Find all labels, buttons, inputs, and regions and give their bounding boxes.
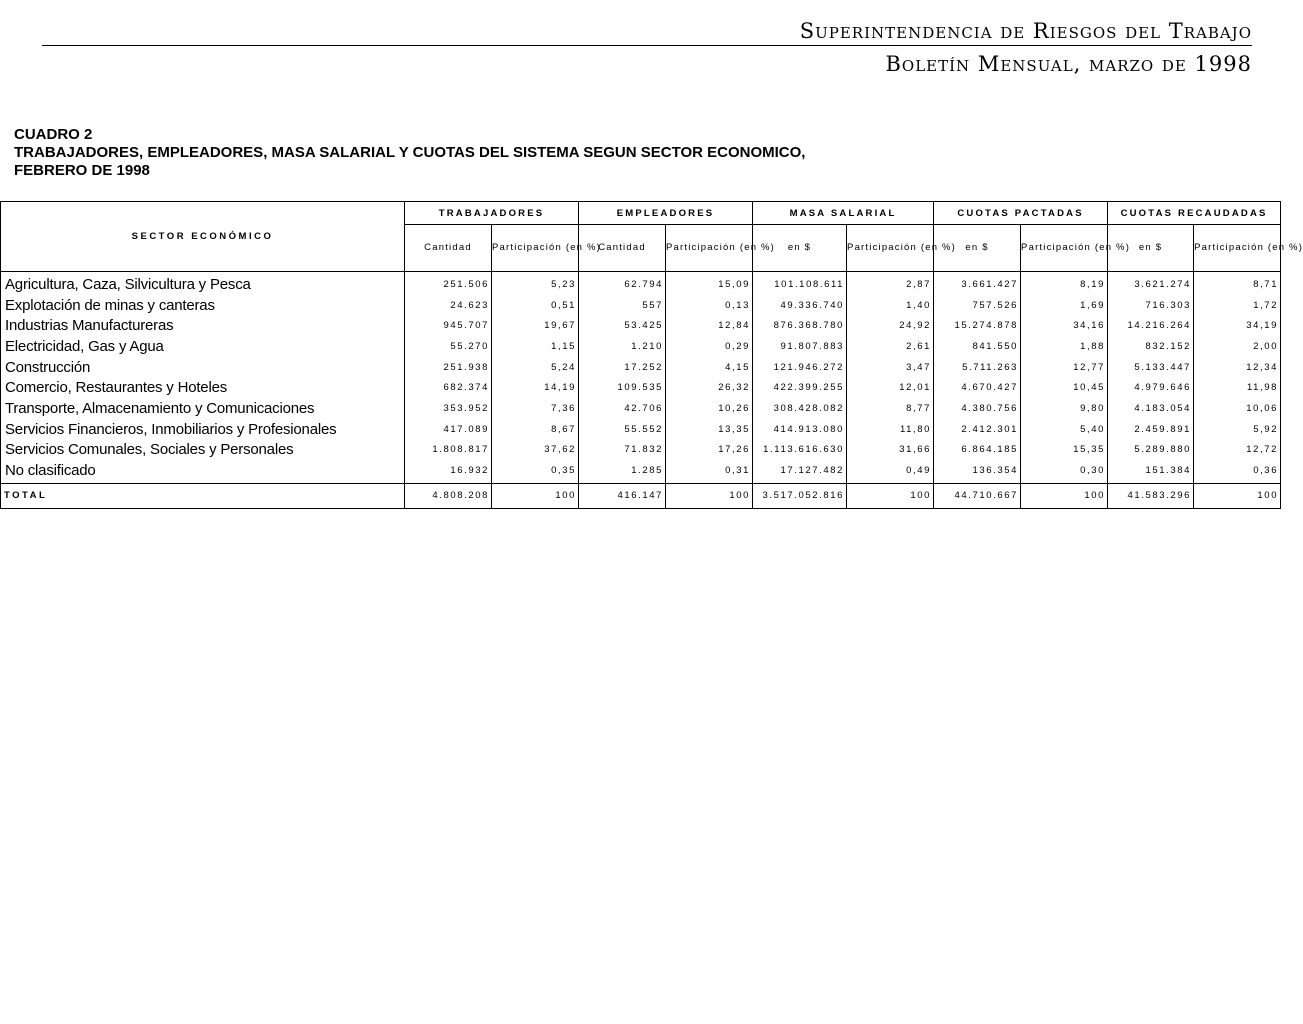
caption-line-3: FEBRERO DE 1998: [14, 162, 150, 179]
value-cell: 1,15: [492, 336, 579, 357]
value-cell: 12,77: [1021, 357, 1108, 378]
value-cell: 0,36: [1194, 460, 1281, 483]
value-cell: 14.216.264: [1108, 315, 1194, 336]
value-cell: 12,84: [666, 315, 753, 336]
value-cell: 3.621.274: [1108, 272, 1194, 295]
value-cell: 15,35: [1021, 440, 1108, 461]
value-cell: 5,24: [492, 357, 579, 378]
value-cell: 757.526: [934, 295, 1021, 316]
total-label: TOTAL: [1, 483, 405, 508]
value-cell: 42.706: [579, 398, 666, 419]
value-cell: 0,49: [847, 460, 934, 483]
value-cell: 10,26: [666, 398, 753, 419]
value-cell: 71.832: [579, 440, 666, 461]
subheader-cell: Cantidad: [405, 225, 492, 272]
value-cell: 8,67: [492, 419, 579, 440]
value-cell: 15,09: [666, 272, 753, 295]
value-cell: 17.252: [579, 357, 666, 378]
total-value-cell: 4.808.208: [405, 483, 492, 508]
table-row: [1, 295, 1281, 316]
value-cell: 0,35: [492, 460, 579, 483]
subheader-cell: Participación (en %): [492, 225, 579, 272]
table-row: [1, 357, 1281, 378]
value-cell: 14,19: [492, 377, 579, 398]
subheader-cell: Participación (en %): [666, 225, 753, 272]
value-cell: 11,98: [1194, 377, 1281, 398]
value-cell: 417.089: [405, 419, 492, 440]
value-cell: 716.303: [1108, 295, 1194, 316]
value-cell: 4.979.646: [1108, 377, 1194, 398]
value-cell: 34,16: [1021, 315, 1108, 336]
table-row: [1, 419, 1281, 440]
total-value-cell: 416.147: [579, 483, 666, 508]
sector-name: Comercio, Restaurantes y Hoteles: [1, 377, 405, 398]
table-caption: [14, 126, 805, 180]
sector-header: SECTOR ECONÓMICO: [1, 202, 405, 272]
organization-title: Superintendencia de Riesgos del Trabajo: [799, 19, 1252, 43]
value-cell: 5,40: [1021, 419, 1108, 440]
value-cell: 10,45: [1021, 377, 1108, 398]
bulletin-title: Boletín Mensual, marzo de 1998: [885, 52, 1252, 76]
value-cell: 0,13: [666, 295, 753, 316]
value-cell: 12,34: [1194, 357, 1281, 378]
value-cell: 8,19: [1021, 272, 1108, 295]
value-cell: 557: [579, 295, 666, 316]
value-cell: 12,01: [847, 377, 934, 398]
value-cell: 4,15: [666, 357, 753, 378]
caption-line-1: CUADRO 2: [14, 126, 93, 143]
value-cell: 151.384: [1108, 460, 1194, 483]
value-cell: 62.794: [579, 272, 666, 295]
value-cell: 26,32: [666, 377, 753, 398]
sector-name: Servicios Comunales, Sociales y Personales: [1, 440, 405, 461]
value-cell: 353.952: [405, 398, 492, 419]
value-cell: 11,80: [847, 419, 934, 440]
value-cell: 308.428.082: [753, 398, 847, 419]
total-value-cell: 44.710.667: [934, 483, 1021, 508]
value-cell: 1,40: [847, 295, 934, 316]
value-cell: 101.108.611: [753, 272, 847, 295]
value-cell: 1.210: [579, 336, 666, 357]
subheader-cell: en $: [753, 225, 847, 272]
sector-name: No clasificado: [1, 460, 405, 483]
value-cell: 0,51: [492, 295, 579, 316]
value-cell: 1.285: [579, 460, 666, 483]
sector-name: Agricultura, Caza, Silvicultura y Pesca: [1, 272, 405, 295]
value-cell: 876.368.780: [753, 315, 847, 336]
value-cell: 945.707: [405, 315, 492, 336]
sector-name: Electricidad, Gas y Agua: [1, 336, 405, 357]
total-value-cell: 100: [492, 483, 579, 508]
value-cell: 841.550: [934, 336, 1021, 357]
value-cell: 682.374: [405, 377, 492, 398]
total-value-cell: 100: [847, 483, 934, 508]
value-cell: 1,69: [1021, 295, 1108, 316]
subheader-cell: en $: [1108, 225, 1194, 272]
value-cell: 2,87: [847, 272, 934, 295]
value-cell: 24,92: [847, 315, 934, 336]
value-cell: 15.274.878: [934, 315, 1021, 336]
caption-line-2: TRABAJADORES, EMPLEADORES, MASA SALARIAL Y CUOTAS DEL SISTEMA SEGUN SECTOR ECONOMICO,: [14, 144, 806, 161]
sector-name: Explotación de minas y canteras: [1, 295, 405, 316]
value-cell: 8,77: [847, 398, 934, 419]
value-cell: 16.932: [405, 460, 492, 483]
total-value-cell: 41.583.296: [1108, 483, 1194, 508]
table-row: [1, 460, 1281, 483]
value-cell: 55.552: [579, 419, 666, 440]
value-cell: 5,23: [492, 272, 579, 295]
subheader-cell: Participación (en %): [1194, 225, 1281, 272]
sector-name: Transporte, Almacenamiento y Comunicaciones: [1, 398, 405, 419]
value-cell: 5.133.447: [1108, 357, 1194, 378]
value-cell: 2.412.301: [934, 419, 1021, 440]
value-cell: 1,72: [1194, 295, 1281, 316]
table-row: [1, 377, 1281, 398]
data-table: [0, 201, 1303, 509]
value-cell: 1.808.817: [405, 440, 492, 461]
value-cell: 8,71: [1194, 272, 1281, 295]
value-cell: 31,66: [847, 440, 934, 461]
sector-name: Industrias Manufactureras: [1, 315, 405, 336]
subheader-cell: Participación (en %): [847, 225, 934, 272]
sector-name: Construcción: [1, 357, 405, 378]
group-header-cuotas-recaudadas: CUOTAS RECAUDADAS: [1108, 202, 1281, 225]
group-header-empleadores: EMPLEADORES: [579, 202, 753, 225]
value-cell: 13,35: [666, 419, 753, 440]
group-header-masa-salarial: MASA SALARIAL: [753, 202, 934, 225]
value-cell: 251.506: [405, 272, 492, 295]
value-cell: 91.807.883: [753, 336, 847, 357]
table-row: [1, 336, 1281, 357]
subheader-cell: Cantidad: [579, 225, 666, 272]
total-row: [1, 483, 1281, 508]
value-cell: 422.399.255: [753, 377, 847, 398]
table-row: [1, 440, 1281, 461]
value-cell: 0,31: [666, 460, 753, 483]
value-cell: 37,62: [492, 440, 579, 461]
value-cell: 34,19: [1194, 315, 1281, 336]
value-cell: 832.152: [1108, 336, 1194, 357]
value-cell: 17.127.482: [753, 460, 847, 483]
table-row: [1, 315, 1281, 336]
value-cell: 5.711.263: [934, 357, 1021, 378]
table-row: [1, 398, 1281, 419]
subheader-cell: en $: [934, 225, 1021, 272]
value-cell: 1,88: [1021, 336, 1108, 357]
value-cell: 12,72: [1194, 440, 1281, 461]
value-cell: 136.354: [934, 460, 1021, 483]
value-cell: 251.938: [405, 357, 492, 378]
total-value-cell: 3.517.052.816: [753, 483, 847, 508]
group-header-trabajadores: TRABAJADORES: [405, 202, 579, 225]
value-cell: 53.425: [579, 315, 666, 336]
total-value-cell: 100: [666, 483, 753, 508]
value-cell: 6.864.185: [934, 440, 1021, 461]
value-cell: 4.380.756: [934, 398, 1021, 419]
value-cell: 24.623: [405, 295, 492, 316]
value-cell: 2,00: [1194, 336, 1281, 357]
total-value-cell: 100: [1194, 483, 1281, 508]
value-cell: 414.913.080: [753, 419, 847, 440]
value-cell: 2,61: [847, 336, 934, 357]
value-cell: 7,36: [492, 398, 579, 419]
group-header-cuotas-pactadas: CUOTAS PACTADAS: [934, 202, 1108, 225]
value-cell: 3,47: [847, 357, 934, 378]
table-row: [1, 272, 1281, 295]
value-cell: 5,92: [1194, 419, 1281, 440]
value-cell: 2.459.891: [1108, 419, 1194, 440]
value-cell: 49.336.740: [753, 295, 847, 316]
value-cell: 1.113.616.630: [753, 440, 847, 461]
subheader-cell: Participación (en %): [1021, 225, 1108, 272]
value-cell: 0,29: [666, 336, 753, 357]
value-cell: 19,67: [492, 315, 579, 336]
value-cell: 5.289.880: [1108, 440, 1194, 461]
value-cell: 10,06: [1194, 398, 1281, 419]
value-cell: 121.946.272: [753, 357, 847, 378]
value-cell: 4.670.427: [934, 377, 1021, 398]
value-cell: 9,80: [1021, 398, 1108, 419]
header-divider: [42, 45, 1252, 46]
value-cell: 55.270: [405, 336, 492, 357]
value-cell: 4.183.054: [1108, 398, 1194, 419]
value-cell: 17,26: [666, 440, 753, 461]
value-cell: 109.535: [579, 377, 666, 398]
value-cell: 0,30: [1021, 460, 1108, 483]
sector-name: Servicios Financieros, Inmobiliarios y Profesionales: [1, 419, 405, 440]
total-value-cell: 100: [1021, 483, 1108, 508]
value-cell: 3.661.427: [934, 272, 1021, 295]
